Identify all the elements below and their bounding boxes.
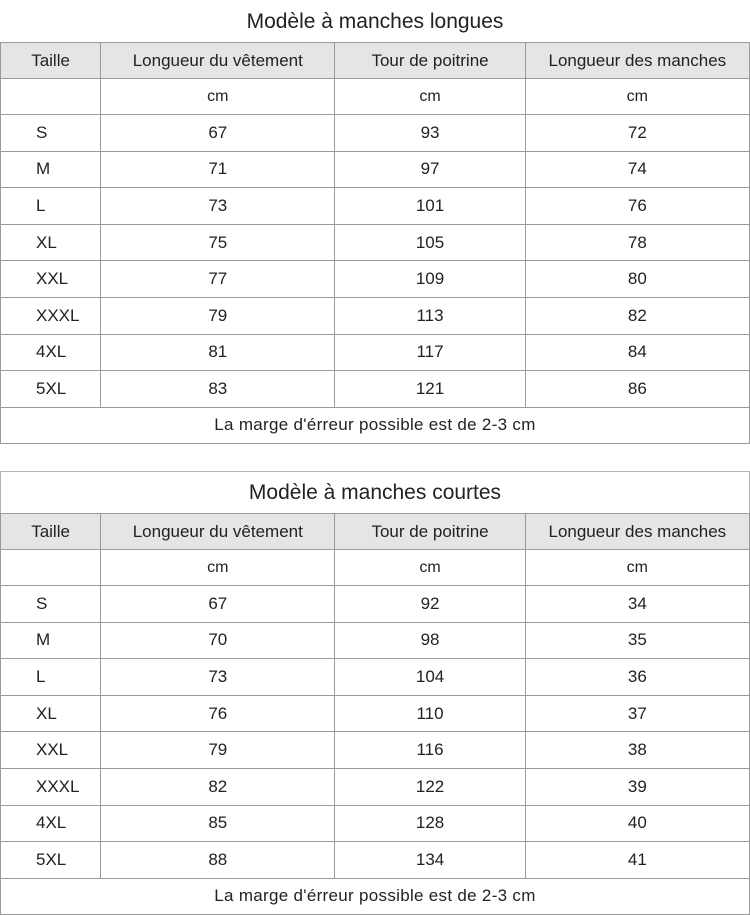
unit-chest: cm <box>335 79 525 115</box>
sleeve-length-cell: 82 <box>525 297 749 334</box>
chest-cell: 113 <box>335 297 525 334</box>
unit-size <box>1 79 101 115</box>
chest-cell: 105 <box>335 224 525 261</box>
header-chest: Tour de poitrine <box>335 514 525 550</box>
size-cell: XL <box>1 224 101 261</box>
size-cell: XXXL <box>1 297 101 334</box>
table-row <box>1 768 750 805</box>
chest-cell: 134 <box>335 842 525 879</box>
chest-cell: 101 <box>335 188 525 225</box>
header-chest: Tour de poitrine <box>335 43 525 79</box>
garment-length-cell: 79 <box>101 297 335 334</box>
unit-garment-length: cm <box>101 550 335 586</box>
table-row <box>1 224 750 261</box>
chest-cell: 122 <box>335 768 525 805</box>
sleeve-length-cell: 35 <box>525 622 749 659</box>
chest-cell: 104 <box>335 659 525 696</box>
size-cell: M <box>1 151 101 188</box>
error-margin-note: La marge d'érreur possible est de 2-3 cm <box>1 407 750 443</box>
size-cell: M <box>1 622 101 659</box>
sleeve-length-cell: 80 <box>525 261 749 298</box>
chest-cell: 116 <box>335 732 525 769</box>
garment-length-cell: 75 <box>101 224 335 261</box>
sleeve-length-cell: 36 <box>525 659 749 696</box>
garment-length-cell: 77 <box>101 261 335 298</box>
short-sleeve-size-chart <box>0 471 750 915</box>
garment-length-cell: 67 <box>101 115 335 152</box>
size-cell: 5XL <box>1 842 101 879</box>
table-row <box>1 188 750 225</box>
sleeve-length-cell: 74 <box>525 151 749 188</box>
chest-cell: 92 <box>335 586 525 623</box>
chest-cell: 97 <box>335 151 525 188</box>
unit-chest: cm <box>335 550 525 586</box>
chest-cell: 128 <box>335 805 525 842</box>
table-row <box>1 151 750 188</box>
sleeve-length-cell: 37 <box>525 695 749 732</box>
long-sleeve-size-chart <box>0 0 750 444</box>
size-cell: S <box>1 586 101 623</box>
chest-cell: 121 <box>335 371 525 408</box>
header-sleeve-length: Longueur des manches <box>525 514 749 550</box>
header-garment-length: Longueur du vêtement <box>101 514 335 550</box>
chest-cell: 110 <box>335 695 525 732</box>
long-sleeve-table <box>0 0 750 444</box>
sleeve-length-cell: 40 <box>525 805 749 842</box>
chest-cell: 109 <box>335 261 525 298</box>
garment-length-cell: 85 <box>101 805 335 842</box>
table-title: Modèle à manches courtes <box>1 472 750 514</box>
header-size: Taille <box>1 43 101 79</box>
table-row <box>1 371 750 408</box>
sleeve-length-cell: 76 <box>525 188 749 225</box>
table-row <box>1 261 750 298</box>
table-row <box>1 115 750 152</box>
garment-length-cell: 79 <box>101 732 335 769</box>
error-margin-note: La marge d'érreur possible est de 2-3 cm <box>1 878 750 914</box>
garment-length-cell: 73 <box>101 659 335 696</box>
table-row <box>1 805 750 842</box>
table-row <box>1 659 750 696</box>
short-sleeve-table <box>0 471 750 915</box>
table-row <box>1 334 750 371</box>
size-cell: XXXL <box>1 768 101 805</box>
sleeve-length-cell: 39 <box>525 768 749 805</box>
sleeve-length-cell: 72 <box>525 115 749 152</box>
size-cell: XXL <box>1 261 101 298</box>
size-cell: XL <box>1 695 101 732</box>
header-garment-length: Longueur du vêtement <box>101 43 335 79</box>
table-row <box>1 842 750 879</box>
garment-length-cell: 71 <box>101 151 335 188</box>
table-row <box>1 622 750 659</box>
header-sleeve-length: Longueur des manches <box>525 43 749 79</box>
table-row <box>1 297 750 334</box>
chest-cell: 117 <box>335 334 525 371</box>
unit-size <box>1 550 101 586</box>
garment-length-cell: 83 <box>101 371 335 408</box>
garment-length-cell: 67 <box>101 586 335 623</box>
chest-cell: 93 <box>335 115 525 152</box>
sleeve-length-cell: 38 <box>525 732 749 769</box>
sleeve-length-cell: 34 <box>525 586 749 623</box>
sleeve-length-cell: 41 <box>525 842 749 879</box>
unit-sleeve-length: cm <box>525 550 749 586</box>
garment-length-cell: 81 <box>101 334 335 371</box>
chest-cell: 98 <box>335 622 525 659</box>
table-row <box>1 586 750 623</box>
size-cell: S <box>1 115 101 152</box>
header-size: Taille <box>1 514 101 550</box>
sleeve-length-cell: 84 <box>525 334 749 371</box>
size-cell: 5XL <box>1 371 101 408</box>
unit-garment-length: cm <box>101 79 335 115</box>
table-row <box>1 732 750 769</box>
size-cell: 4XL <box>1 334 101 371</box>
unit-sleeve-length: cm <box>525 79 749 115</box>
size-cell: 4XL <box>1 805 101 842</box>
size-cell: L <box>1 188 101 225</box>
size-cell: XXL <box>1 732 101 769</box>
table-title: Modèle à manches longues <box>1 1 750 43</box>
garment-length-cell: 73 <box>101 188 335 225</box>
garment-length-cell: 88 <box>101 842 335 879</box>
table-row <box>1 695 750 732</box>
sleeve-length-cell: 86 <box>525 371 749 408</box>
size-cell: L <box>1 659 101 696</box>
garment-length-cell: 76 <box>101 695 335 732</box>
sleeve-length-cell: 78 <box>525 224 749 261</box>
garment-length-cell: 70 <box>101 622 335 659</box>
garment-length-cell: 82 <box>101 768 335 805</box>
